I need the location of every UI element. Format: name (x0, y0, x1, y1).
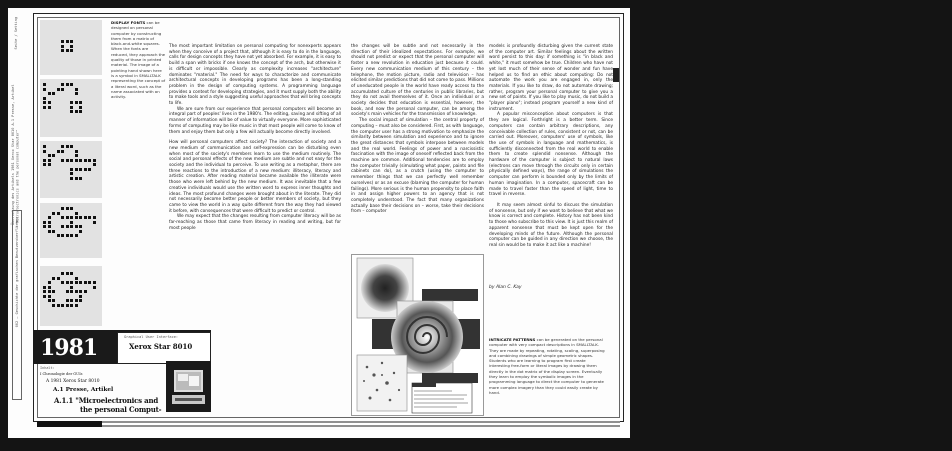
font-pixel (48, 286, 51, 289)
font-pixel (70, 304, 73, 307)
font-pixel (66, 145, 69, 148)
computer-icon (166, 361, 211, 412)
font-pixel (70, 101, 73, 104)
font-pixel (70, 159, 73, 162)
display-font-image-1 (40, 20, 102, 75)
font-pixel (43, 295, 46, 298)
font-pixel (70, 177, 73, 180)
font-pixel (57, 234, 60, 237)
toc-item[interactable]: I Chronologie der GUIs (40, 372, 83, 376)
font-pixel (43, 83, 46, 86)
article-column-1 (169, 44, 341, 232)
font-pixel (75, 299, 78, 302)
font-pixel (79, 101, 82, 104)
font-pixel (75, 277, 78, 280)
font-pixel (79, 225, 82, 228)
xerox-star-photo (166, 361, 211, 412)
font-pixel (79, 230, 82, 233)
font-pixel (70, 40, 73, 43)
font-pixel (48, 92, 51, 95)
font-pixel (52, 154, 55, 157)
font-pixel (48, 101, 51, 104)
font-pixel (75, 304, 78, 307)
font-pixel (48, 159, 51, 162)
font-pixel (93, 281, 96, 284)
font-pixel (88, 168, 91, 171)
font-pixel (75, 150, 78, 153)
font-pixel (75, 92, 78, 95)
font-pixel (75, 168, 78, 171)
font-pixel (70, 286, 73, 289)
font-pixel (79, 168, 82, 171)
author-byline: by Alan C. Kay (489, 285, 522, 290)
font-pixel (75, 101, 78, 104)
font-pixel (66, 49, 69, 52)
font-pixel (52, 304, 55, 307)
font-pixel (61, 159, 64, 162)
font-pixel (57, 277, 60, 280)
font-pixel (66, 159, 69, 162)
paragraph: A popular misconception about computers is that they are logical. Forthright is a better term. Since computers can contain arbitrary descriptions, any conceivable collection of rules, consistent or not, can be carried out. Moreover, computers' use of symbols, like the use of symbols in language and mathematics, is sufficiently disconnected from the real world to enable them to create splendid nonsense. Although the hardware of the computer is subject to natural laws (electrons can move through the circuits only in certain physically defined ways), the range of simulations the computer can perform is bounded only by the limits of human imagination. In a computer, spacecraft can be made to travel faster than the speed of light, time to travel in reverse. (489, 112, 613, 198)
font-pixel (61, 281, 64, 284)
paragraph: How will personal computers affect society? The interaction of society and a new medium of communication and self-expression can be disturbing even when most of the society's members learn to use the medium routinely. The social and personal effects of the new medium are subtle and not easy for the society and the individual to perceive. To use writing as a metaphor, there are three reactions to the introduction of a new medium: illiteracy, literacy and artistic creation. After reading material became available the illiterate were those who were left behind by the new medium. It was inevitable that a few creative individuals would use the written word to express inner thoughts and ideas. The most profound changes were brought about in the literate. They did not necessarily become better people or better members of society, but they came to view the world in a way quite different from the way they had viewed it before, with consequences that were difficult to predict or control. (169, 140, 341, 214)
page-tab-marker (613, 68, 619, 82)
font-pixel (79, 299, 82, 302)
font-pixel (70, 207, 73, 210)
figure-caption-lead: INTRICATE PATTERNS (489, 337, 536, 342)
font-pixel (93, 221, 96, 224)
font-pixel (75, 212, 78, 215)
font-pixel (70, 45, 73, 48)
font-pixel (48, 230, 51, 233)
font-pixel (48, 295, 51, 298)
font-pixel (79, 177, 82, 180)
font-pixel (93, 286, 96, 289)
font-pixel (43, 225, 46, 228)
font-pixel (70, 225, 73, 228)
font-pixel (66, 290, 69, 293)
paragraph: The social impact of simulation – the central property of computing – must also be considered. First, as with language, the computer user has a strong motivation to emphasize the similarity between simulation and experience and to ignore the great distances that symbols interpose between models and the real world. Feelings of power and a narcissistic fascination with the image of oneself reflected back from the machine are common. Additional tendencies are to employ the computer trivially (simulating what paper, paints and file cabinets can do), as a crutch (using the computer to remember things that we can perfectly well remember ourselves) or as an excuse (blaming the computer for human failings). More serious is the human propensity to place faith in and assign higher powers to an agency that is not completely understood. The fact that many organizations actually base their decisions on – worse, take their decisions from – computer (351, 118, 484, 215)
spine-footer-box (12, 210, 22, 400)
font-pixel (93, 216, 96, 219)
intricate-patterns-figure (351, 254, 484, 416)
font-pixel (93, 163, 96, 166)
toc-heading: Inhalt: (40, 366, 55, 370)
font-pixel (70, 290, 73, 293)
font-pixel (52, 212, 55, 215)
font-pixel (57, 304, 60, 307)
bottom-bar (37, 412, 620, 418)
font-pixel (43, 145, 46, 148)
font-pixel (61, 216, 64, 219)
font-pixel (79, 110, 82, 113)
page-spine (10, 15, 26, 425)
font-pixel (66, 216, 69, 219)
font-pixel (75, 234, 78, 237)
pattern-artwork (352, 255, 484, 416)
font-pixel (84, 281, 87, 284)
article-column-3 (489, 44, 613, 249)
font-pixel (84, 168, 87, 171)
font-pixel (75, 88, 78, 91)
font-pixel (43, 88, 46, 91)
figure-caption-text: can be generated on the personal computer with very compact descriptions in SMALLTALK. They are made by repeating, rotating, scaling, superposing and combining drawings of simple geometric shapes. Students who are learning to program first create interesting free-form or literal images by drawing them directly in the dot matrix of the display screen. Eventually they learn to employ the symbolic images in the programming language to direct the computer to generate more complex imagery than they could easily create by hand. (489, 337, 605, 395)
spine-reference: Übersetzung des Artikels 1981 Xerox Star 8010 A.1 Presse, Artikel "Microelectronics and the personal computer" (11, 84, 20, 225)
font-pixel (70, 234, 73, 237)
sidebar-caption-text: can be designed on personal computer by constructing them from a matrix of black-and-white squares. When the fonts are reduced, they approach the quality of those in printed material. The image of a pointing hand shown here is a symbol in SMALLTALK representing the concept of a literal word, such as the name associated with an activity. (111, 20, 166, 100)
font-pixel (52, 277, 55, 280)
font-pixel (61, 304, 64, 307)
font-pixel (79, 159, 82, 162)
font-pixel (61, 83, 64, 86)
font-pixel (48, 154, 51, 157)
font-pixel (84, 290, 87, 293)
font-pixel (48, 225, 51, 228)
table-of-contents (40, 366, 162, 412)
font-pixel (43, 101, 46, 104)
font-pixel (88, 281, 91, 284)
font-pixel (66, 234, 69, 237)
font-pixel (75, 290, 78, 293)
font-pixel (88, 216, 91, 219)
font-pixel (57, 150, 60, 153)
font-pixel (70, 106, 73, 109)
toc-item[interactable]: the personal Comput- (80, 405, 162, 414)
font-pixel (66, 40, 69, 43)
gui-title: Xerox Star 8010 (129, 342, 193, 351)
spine-footer: 002 – Geschichte der grafischen Benutzeroberflächen (15, 217, 19, 328)
font-pixel (52, 92, 55, 95)
paragraph: the changes will be subtle and not necessarily in the direction of their idealized expectations. For example, we should not predict or expect that the personal computer will foster a new revolution in education just because it could. Every new communication medium of this century – the telephone, the motion picture, radio and television – has elicited similar predictions that did not come to pass. Millions of uneducated people in the world have ready access to the accumulated culture of the centuries in public libraries, but they do not avail themselves of it. Once an individual or a society decides that education is essential, however, the book, and now the personal computer, can be among the society's main vehicles for the transmission of knowledge. (351, 44, 484, 118)
font-pixel (66, 272, 69, 275)
font-pixel (75, 177, 78, 180)
figure-caption (489, 337, 607, 395)
toc-item[interactable]: A.1 Presse, Artikel (53, 387, 114, 393)
article-column-2 (351, 44, 484, 215)
font-pixel (70, 221, 73, 224)
font-pixel (66, 281, 69, 284)
font-pixel (70, 110, 73, 113)
font-pixel (70, 216, 73, 219)
font-pixel (70, 49, 73, 52)
sidebar-caption-lead: DISPLAY FONTS (111, 20, 146, 25)
font-pixel (66, 304, 69, 307)
font-pixel (52, 299, 55, 302)
paragraph: We are sure from our experience that personal computers will become an integral part of peoples' lives in the 1980's. The editing, saving and sifting of all manner of information will be of value to virtually everyone. More sophisticated forms of computing may be like music in that most people will come to know of them and enjoy them but only a few will actually become directly involved. (169, 106, 341, 135)
font-pixel (66, 299, 69, 302)
paragraph: The most important limitation on personal computing for nonexperts appears when they conceive of a project that, although it is easy to do in the language, calls for design concepts they have not yet absorbed. For example, it is easy to build a span with bricks if one knows the concept of the arch, but otherwise it is difficult or impossible. Clearly as complexity increases "architecture" dominates "material." The need for ways to characterize and communicate architectural concepts in developing programs has been a long-standing problem in the design of computing systems. A programming language provides a context for developing strategies, and it must supply both the ability to make tools and a style suggesting useful approaches that will bring concepts to life. (169, 44, 342, 107)
toc-item[interactable]: A 1981 Xerox Star 8010 (46, 379, 100, 384)
paragraph: It may seem almost sinful to discuss the simulation of nonsense, but only if we want to believe that what we know is correct and complete. History has not been kind to those who subscribe to this view. It is just this realm of apparent nonsense that must be kept open for the developing minds of the future. Although the personal computer can be guided in any direction we choose, the real sin would be to make it act like a machine! (489, 202, 613, 248)
gui-label: Graphical User Interface: (124, 335, 179, 339)
font-pixel (61, 207, 64, 210)
toc-item[interactable]: A.1.1 "Microelectronics and (54, 396, 159, 405)
font-pixel (79, 216, 82, 219)
font-pixel (48, 281, 51, 284)
font-pixel (61, 225, 64, 228)
font-pixel (75, 216, 78, 219)
font-pixel (75, 281, 78, 284)
font-pixel (70, 272, 73, 275)
font-pixel (43, 290, 46, 293)
font-pixel (79, 281, 82, 284)
font-pixel (61, 40, 64, 43)
font-pixel (84, 159, 87, 162)
font-pixel (43, 163, 46, 166)
font-pixel (66, 83, 69, 86)
font-pixel (52, 290, 55, 293)
font-pixel (52, 230, 55, 233)
font-pixel (43, 106, 46, 109)
font-pixel (75, 159, 78, 162)
font-pixel (43, 286, 46, 289)
font-pixel (70, 83, 73, 86)
font-pixel (48, 106, 51, 109)
font-pixel (93, 159, 96, 162)
font-pixel (79, 106, 82, 109)
font-pixel (75, 225, 78, 228)
font-pixel (66, 225, 69, 228)
font-pixel (61, 49, 64, 52)
paragraph: We may expect that the changes resulting from computer literacy will be as far-reaching as those that came from literacy in reading and writing, but for most people (169, 214, 341, 231)
font-pixel (70, 281, 73, 284)
font-pixel (88, 159, 91, 162)
font-pixel (61, 145, 64, 148)
font-pixel (70, 145, 73, 148)
font-pixel (48, 290, 51, 293)
font-pixel (61, 150, 64, 153)
paragraph: models is profoundly disturbing given the current state of the computer art. Similar feelings about the written word persist to this day: if something is "in black and white," it must somehow be true. Children who have not yet lost much of their sense of wonder and fun have helped us to find an ethic about computing: Do not automate the work you are engaged in, only the materials. If you like to draw, do not automate drawing; rather, program your personal computer to give you a new set of paints. If you like to play music, do not build a "player piano"; instead program yourself a new kind of instrument. (489, 44, 613, 112)
font-pixel (75, 110, 78, 113)
spine-page-tag: Seite / Setting (14, 17, 18, 50)
font-pixel (48, 221, 51, 224)
font-pixel (43, 159, 46, 162)
font-pixel (75, 154, 78, 157)
font-pixel (66, 207, 69, 210)
year-title: 1981 (40, 335, 98, 361)
font-pixel (57, 88, 60, 91)
font-pixel (84, 216, 87, 219)
font-pixel (61, 234, 64, 237)
font-pixel (70, 299, 73, 302)
font-pixel (48, 163, 51, 166)
font-pixel (70, 168, 73, 171)
font-pixel (43, 221, 46, 224)
font-pixel (70, 172, 73, 175)
font-pixel (61, 272, 64, 275)
font-pixel (61, 45, 64, 48)
font-pixel (43, 97, 46, 100)
font-pixel (48, 299, 51, 302)
font-pixel (43, 150, 46, 153)
sidebar-caption (111, 20, 166, 99)
font-pixel (79, 290, 82, 293)
font-pixel (79, 295, 82, 298)
font-pixel (61, 88, 64, 91)
font-pixel (48, 216, 51, 219)
font-pixel (57, 212, 60, 215)
